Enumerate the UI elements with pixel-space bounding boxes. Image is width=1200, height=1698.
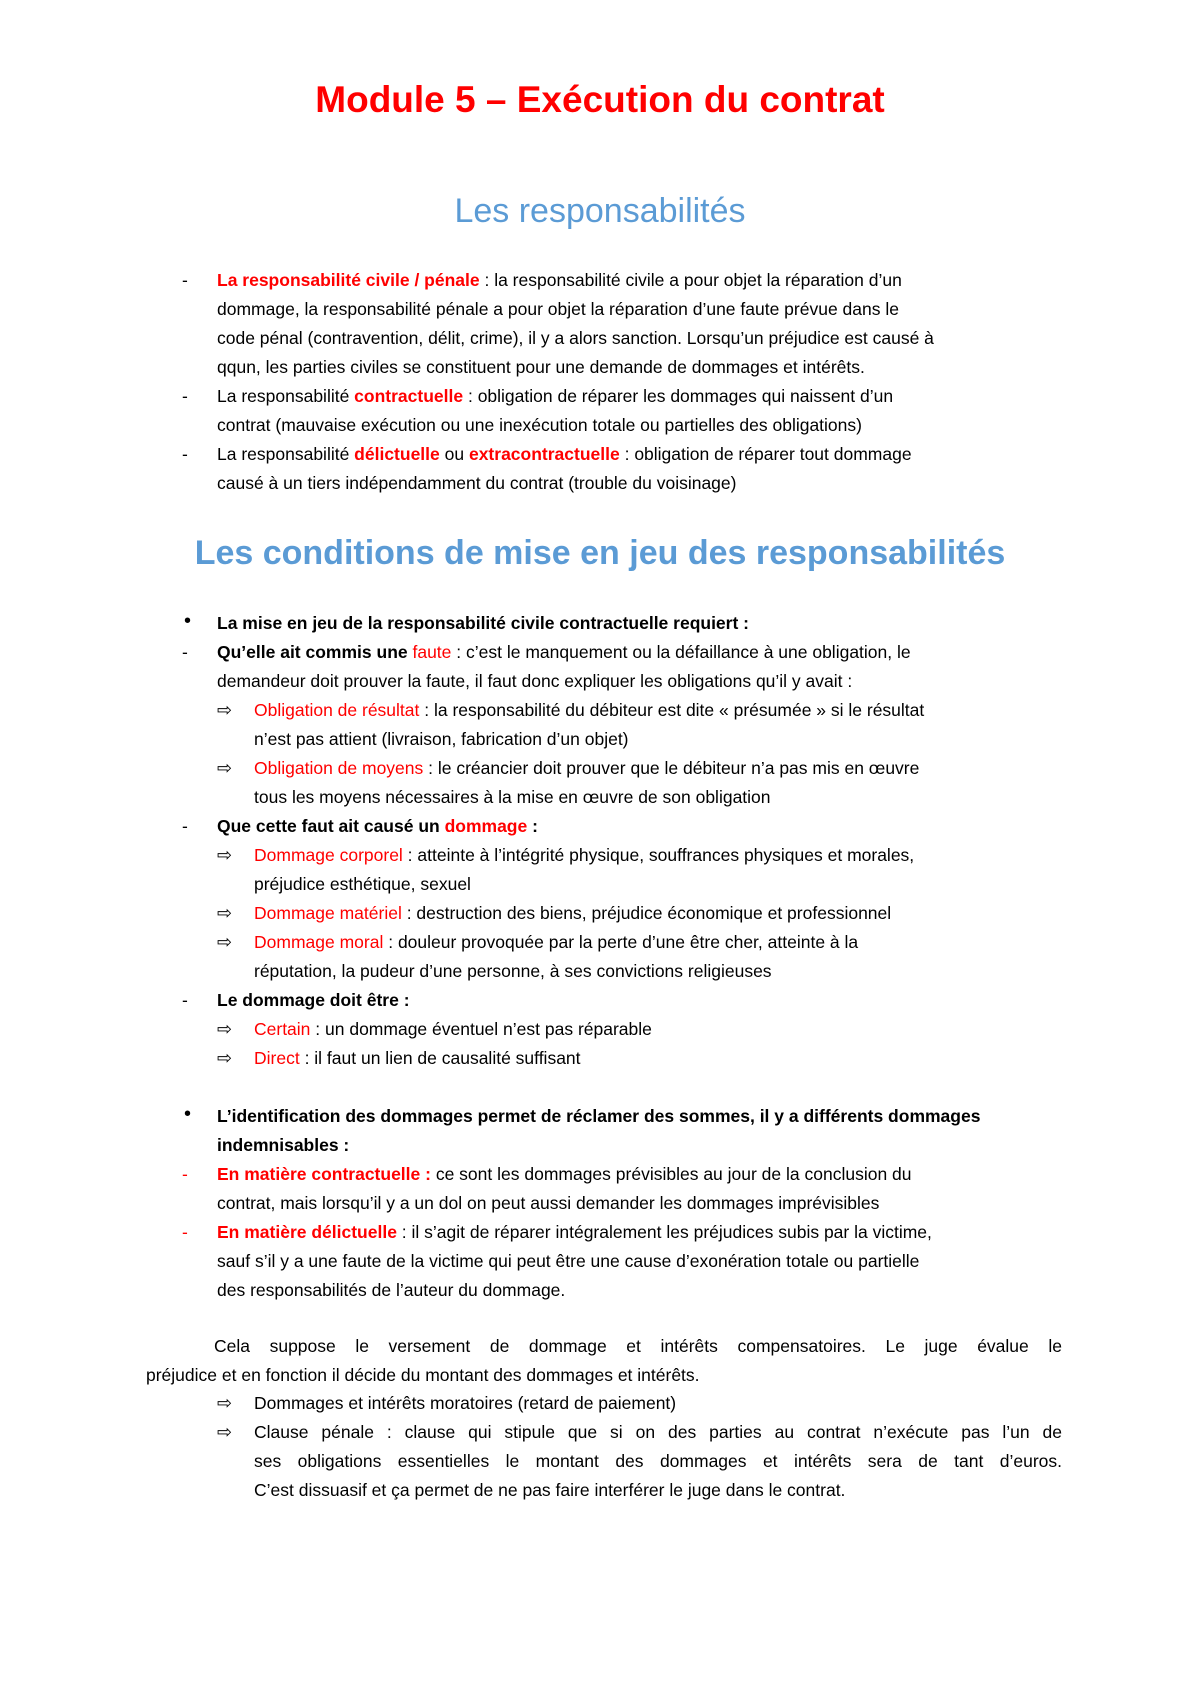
paragraph-line: Cela suppose le versement de dommage et intérêts compensatoires. Le juge évalue le: [214, 1336, 1062, 1356]
bullet-icon: •: [184, 610, 192, 632]
text-segment: des responsabilités de l’auteur du dommage.: [217, 1280, 566, 1300]
text-line: [254, 1418, 1062, 1447]
text-segment: : le créancier doit prouver que le débiteur n’a pas mis en œuvre: [423, 758, 920, 778]
text-segment: Le dommage doit être :: [217, 990, 410, 1010]
text-segment: : la responsabilité civile a pour objet la réparation d’un: [479, 270, 902, 290]
text-segment: : un dommage éventuel n’est pas réparable: [310, 1019, 652, 1039]
text-line: [217, 411, 862, 440]
text-segment: C’est dissuasif et ça permet de ne pas faire interférer le juge dans le contrat.: [254, 1480, 846, 1500]
text-segment: Qu’elle ait commis une: [217, 642, 413, 662]
text-segment: qqun, les parties civiles se constituent pour une demande de dommages et intérêts.: [217, 357, 865, 377]
text-line: [217, 667, 852, 696]
text-segment: Obligation de moyens: [254, 758, 424, 778]
text-line: [254, 841, 914, 870]
text-segment: Dommage corporel: [254, 845, 403, 865]
text-segment: : douleur provoquée par la perte d’une être cher, atteinte à la: [383, 932, 859, 952]
text-segment: Obligation de résultat: [254, 700, 420, 720]
text-segment: En matière délictuelle: [217, 1222, 397, 1242]
text-line: [254, 928, 858, 957]
text-segment: : il s’agit de réparer intégralement les préjudices subis par la victime,: [396, 1222, 932, 1242]
text-segment: : atteinte à l’intégrité physique, souffrances physiques et morales,: [402, 845, 915, 865]
text-segment: : la responsabilité du débiteur est dite « présumée » si le résultat: [419, 700, 925, 720]
text-line: [217, 1102, 980, 1131]
text-segment: contrat, mais lorsqu’il y a un dol on peut aussi demander les dommages imprévisibles: [217, 1193, 880, 1213]
text-line: [254, 870, 471, 899]
arrow-icon: ⇨: [217, 932, 233, 952]
text-segment: préjudice esthétique, sexuel: [254, 874, 471, 894]
dash-marker: -: [182, 270, 188, 290]
text-segment: ses obligations essentielles le montant des dommages et intérêts sera de tant d’euros.: [254, 1451, 1062, 1471]
text-segment: L’identification des dommages permet de réclamer des sommes, il y a différents dommages: [217, 1106, 981, 1126]
text-segment: demandeur doit prouver la faute, il faut donc expliquer les obligations qu’il y avait :: [217, 671, 853, 691]
section-heading-responsabilites: Les responsabilités: [454, 192, 746, 230]
text-segment: : obligation de réparer tout dommage: [619, 444, 912, 464]
text-segment: : c’est le manquement ou la défaillance à une obligation, le: [451, 642, 911, 662]
text-line: [217, 638, 911, 667]
text-segment: dommage: [444, 816, 528, 836]
text-segment: La responsabilité: [217, 444, 355, 464]
text-segment: En matière contractuelle :: [217, 1164, 431, 1184]
text-segment: n’est pas attient (livraison, fabrication d’un objet): [254, 729, 629, 749]
arrow-icon: ⇨: [217, 845, 233, 865]
text-segment: extracontractuelle: [468, 444, 620, 464]
text-segment: ce sont les dommages prévisibles au jour de la conclusion du: [430, 1164, 912, 1184]
text-segment: La responsabilité: [217, 386, 355, 406]
text-segment: délictuelle: [354, 444, 440, 464]
arrow-icon: ⇨: [217, 758, 233, 778]
text-line: [217, 1189, 879, 1218]
text-segment: causé à un tiers indépendamment du contrat (trouble du voisinage): [217, 473, 737, 493]
text-line: [254, 1389, 676, 1418]
text-segment: La mise en jeu de la responsabilité civile contractuelle requiert :: [217, 613, 749, 633]
arrow-icon: ⇨: [217, 1422, 233, 1442]
text-segment: contractuelle: [354, 386, 464, 406]
dash-marker: -: [182, 816, 188, 836]
text-line: [254, 783, 771, 812]
text-segment: Dommage matériel: [254, 903, 402, 923]
text-line: [254, 725, 629, 754]
text-line: [254, 1476, 845, 1505]
text-line: [217, 440, 912, 469]
text-line: [217, 469, 736, 498]
text-line: [254, 1044, 581, 1073]
text-line: [254, 899, 891, 928]
text-line: [217, 324, 934, 353]
section-heading-conditions: Les conditions de mise en jeu des responsabilités: [194, 534, 1006, 572]
dash-marker: -: [182, 1222, 188, 1242]
text-line: [217, 609, 749, 638]
text-segment: indemnisables :: [217, 1135, 350, 1155]
text-line: [254, 1015, 652, 1044]
dash-marker: -: [182, 386, 188, 406]
text-line: [217, 266, 902, 295]
text-line: [217, 1218, 932, 1247]
arrow-icon: ⇨: [217, 1393, 233, 1413]
paragraph-line: préjudice et en fonction il décide du montant des dommages et intérêts.: [146, 1365, 700, 1385]
text-line: [254, 957, 772, 986]
text-segment: Dommage moral: [254, 932, 384, 952]
dash-marker: -: [182, 642, 188, 662]
text-line: [217, 295, 899, 324]
text-segment: La responsabilité civile / pénale: [217, 270, 480, 290]
bullet-icon: •: [184, 1103, 192, 1125]
text-segment: Clause pénale : clause qui stipule que si on des parties au contrat n’exécute pas l’un de: [254, 1422, 1062, 1442]
dash-marker: -: [182, 444, 188, 464]
text-segment: faute: [412, 642, 452, 662]
document-title: Module 5 – Exécution du contrat: [315, 79, 885, 120]
dash-marker: -: [182, 1164, 188, 1184]
text-segment: Que cette faut ait causé un: [217, 816, 445, 836]
text-line: [254, 1447, 1062, 1476]
text-segment: contrat (mauvaise exécution ou une inexécution totale ou partielles des obligations): [217, 415, 862, 435]
arrow-icon: ⇨: [217, 1019, 233, 1039]
text-segment: Direct: [254, 1048, 300, 1068]
text-segment: : destruction des biens, préjudice économique et professionnel: [401, 903, 892, 923]
text-segment: code pénal (contravention, délit, crime), il y a alors sanction. Lorsqu’un préjudice est causé à: [217, 328, 934, 348]
text-line: [254, 696, 924, 725]
arrow-icon: ⇨: [217, 1048, 233, 1068]
arrow-icon: ⇨: [217, 700, 233, 720]
text-segment: ou: [439, 444, 469, 464]
text-line: [254, 754, 919, 783]
text-line: [217, 1247, 919, 1276]
text-line: [217, 353, 865, 382]
text-line: [217, 1276, 565, 1305]
text-line: [217, 812, 538, 841]
text-segment: réputation, la pudeur d’une personne, à ses convictions religieuses: [254, 961, 772, 981]
dash-marker: -: [182, 990, 188, 1010]
text-line: [217, 382, 893, 411]
text-segment: sauf s’il y a une faute de la victime qui peut être une cause d’exonération totale ou partielle: [217, 1251, 920, 1271]
text-line: [217, 986, 410, 1015]
text-line: [217, 1160, 912, 1189]
text-line: [217, 1131, 349, 1160]
text-segment: :: [527, 816, 538, 836]
text-segment: tous les moyens nécessaires à la mise en œuvre de son obligation: [254, 787, 771, 807]
arrow-icon: ⇨: [217, 903, 233, 923]
text-segment: : il faut un lien de causalité suffisant: [299, 1048, 581, 1068]
text-segment: : obligation de réparer les dommages qui naissent d’un: [463, 386, 894, 406]
text-segment: Dommages et intérêts moratoires (retard de paiement): [254, 1393, 677, 1413]
text-segment: dommage, la responsabilité pénale a pour objet la réparation d’une faute prévue dans le: [217, 299, 899, 319]
text-segment: Certain: [254, 1019, 311, 1039]
